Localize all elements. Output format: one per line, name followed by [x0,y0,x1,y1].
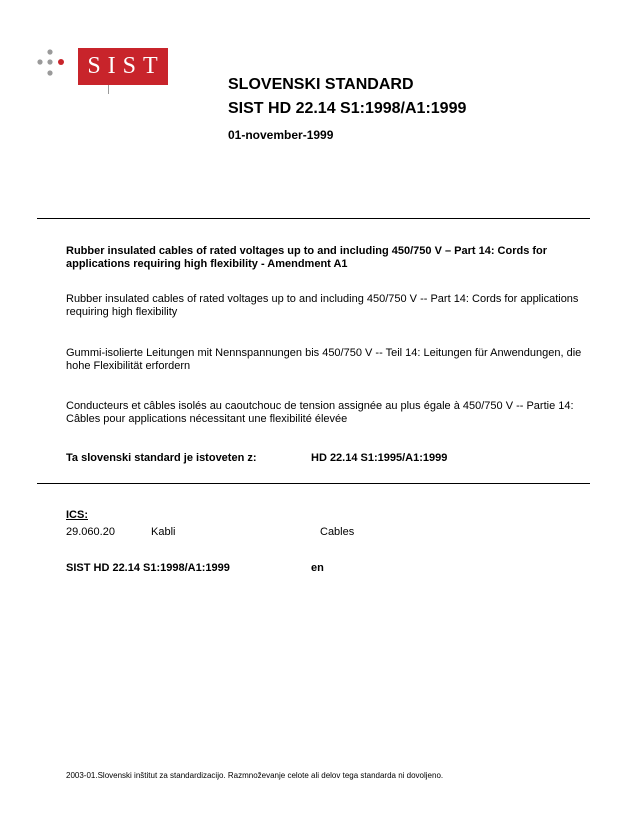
identity-label: Ta slovenski standard je istoveten z: [66,452,257,464]
copyright-footer: 2003-01.Slovenski inštitut za standardizacijo. Razmnoževanje celote ali delov tega standarda ni dovoljeno. [66,771,444,780]
sist-logo: SIST [78,48,168,85]
ics-english-term: Cables [320,526,355,538]
ics-slovene-term: Kabli [151,526,176,538]
ics-code: 29.060.20 [66,526,115,538]
logo-dots-icon [36,46,66,82]
bottom-divider [37,483,590,484]
french-title: Conducteurs et câbles isolés au caoutchouc de tension assignée au plus égale à 450/750 V -- Partie 14: Câbles pour applications nécessitant une flexibilité élevée [66,400,574,425]
ics-label: ICS: [66,509,88,521]
standard-type-heading: SLOVENSKI STANDARD [228,76,414,93]
identity-value: HD 22.14 S1:1995/A1:1999 [311,452,448,464]
top-divider [37,218,590,219]
designation-code: SIST HD 22.14 S1:1998/A1:1999 [66,562,230,574]
german-title: Gummi-isolierte Leitungen mit Nennspannungen bis 450/750 V -- Teil 14: Leitungen für Anwendungen, die hohe Flexibilität erfordern [66,347,582,372]
english-title: Rubber insulated cables of rated voltages up to and including 450/750 V -- Part 14: Cords for applications requiring high flexibility [66,293,579,318]
main-title: Rubber insulated cables of rated voltages up to and including 450/750 V – Part 14: Cords for applications requiring high flexibility - Amendment A1 [66,245,548,270]
designation-language: en [311,562,324,574]
publication-date: 01-november-1999 [228,128,334,142]
standard-designation-heading: SIST HD 22.14 S1:1998/A1:1999 [228,100,467,117]
